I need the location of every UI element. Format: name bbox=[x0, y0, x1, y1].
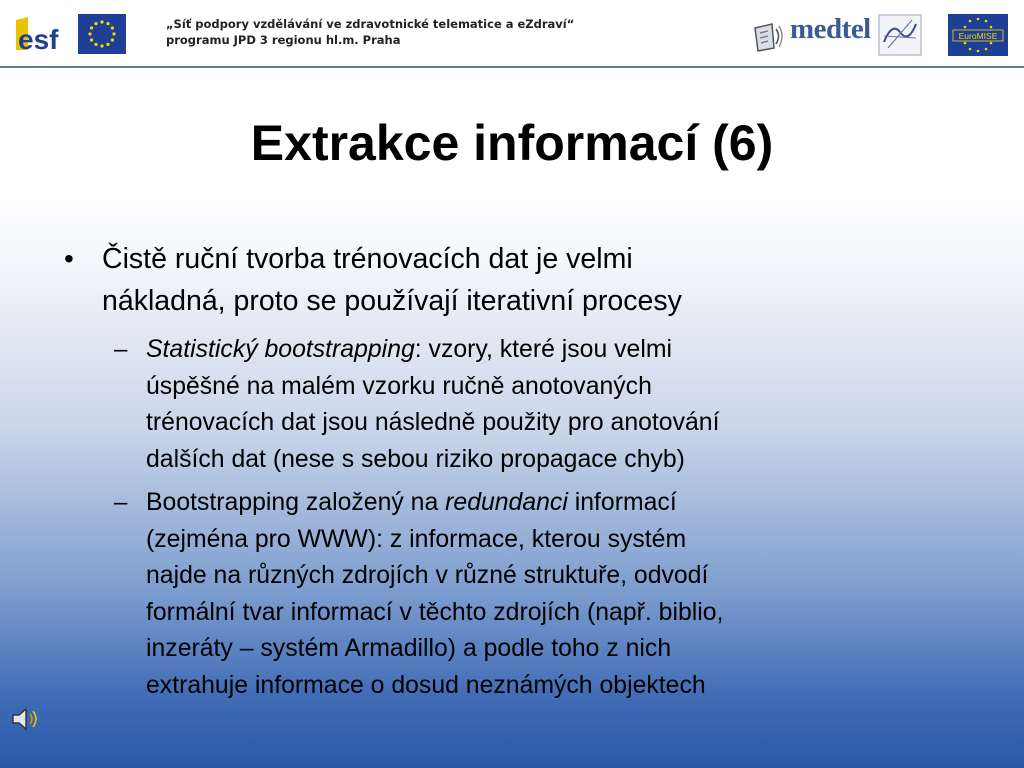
bullet-text bbox=[102, 238, 952, 322]
bullet-line: nákladná, proto se používají iterativní procesy bbox=[102, 285, 682, 317]
speaker-icon[interactable] bbox=[10, 704, 42, 734]
euromise-logo bbox=[948, 14, 1008, 56]
sub-bullet-marker: – bbox=[114, 336, 128, 363]
medtel-icon bbox=[752, 20, 784, 54]
sub-bullet-line-pre: Bootstrapping založený na bbox=[146, 489, 446, 516]
header-divider bbox=[0, 66, 1024, 68]
svg-text:EuroMISE: EuroMISE bbox=[958, 31, 998, 41]
sub-bullet-text bbox=[146, 332, 956, 478]
sub-bullet-line: (zejména pro WWW): z informace, kterou systém bbox=[146, 525, 687, 553]
esf-logo bbox=[14, 14, 70, 54]
sub-bullet-marker: – bbox=[114, 489, 128, 516]
sics-logo bbox=[878, 14, 922, 56]
header-caption-line1: „Síť podpory vzdělávání ve zdravotnické telematice a eZdraví“ bbox=[166, 17, 575, 31]
bullet-marker: • bbox=[64, 243, 74, 274]
sub-bullet-line bbox=[146, 485, 956, 522]
sub-bullet-line bbox=[146, 332, 956, 369]
sub-bullet-line: extrahuje informace o dosud neznámých objektech bbox=[146, 671, 706, 699]
sub-bullet-line: úspěšné na malém vzorku ručně anotovaných bbox=[146, 372, 652, 400]
sub-bullet-text bbox=[146, 485, 956, 704]
bullet-line: Čistě ruční tvorba trénovacích dat je velmi bbox=[102, 243, 633, 275]
sub-bullet-line: inzeráty – systém Armadillo) a podle toho z nich bbox=[146, 635, 672, 662]
medtel-logo-text: medtel bbox=[790, 13, 871, 45]
term-redundance: redundanci bbox=[445, 489, 568, 516]
sub-bullet-line-rest: : vzory, které jsou velmi bbox=[414, 336, 673, 363]
term-statistical-bootstrapping: Statistický bootstrapping bbox=[146, 336, 415, 363]
header-bar bbox=[0, 0, 1024, 66]
header-caption-line2: programu JPD 3 regionu hl.m. Praha bbox=[166, 33, 401, 47]
sub-bullet-line-post: informací bbox=[567, 489, 677, 516]
sub-bullet-line: dalších dat (nese s sebou riziko propagace chyb) bbox=[146, 445, 685, 473]
slide-title: Extrakce informací (6) bbox=[250, 115, 774, 171]
header-caption bbox=[166, 16, 574, 48]
sub-bullet-line: trénovacích dat jsou následně použity pro anotování bbox=[146, 409, 720, 436]
sub-bullet-line: formální tvar informací v těchto zdrojích (např. biblio, bbox=[146, 598, 724, 626]
svg-text:esf: esf bbox=[18, 24, 59, 54]
eu-flag-icon bbox=[78, 14, 126, 54]
sub-bullet-line: najde na různých zdrojích v různé struktuře, odvodí bbox=[146, 562, 709, 589]
